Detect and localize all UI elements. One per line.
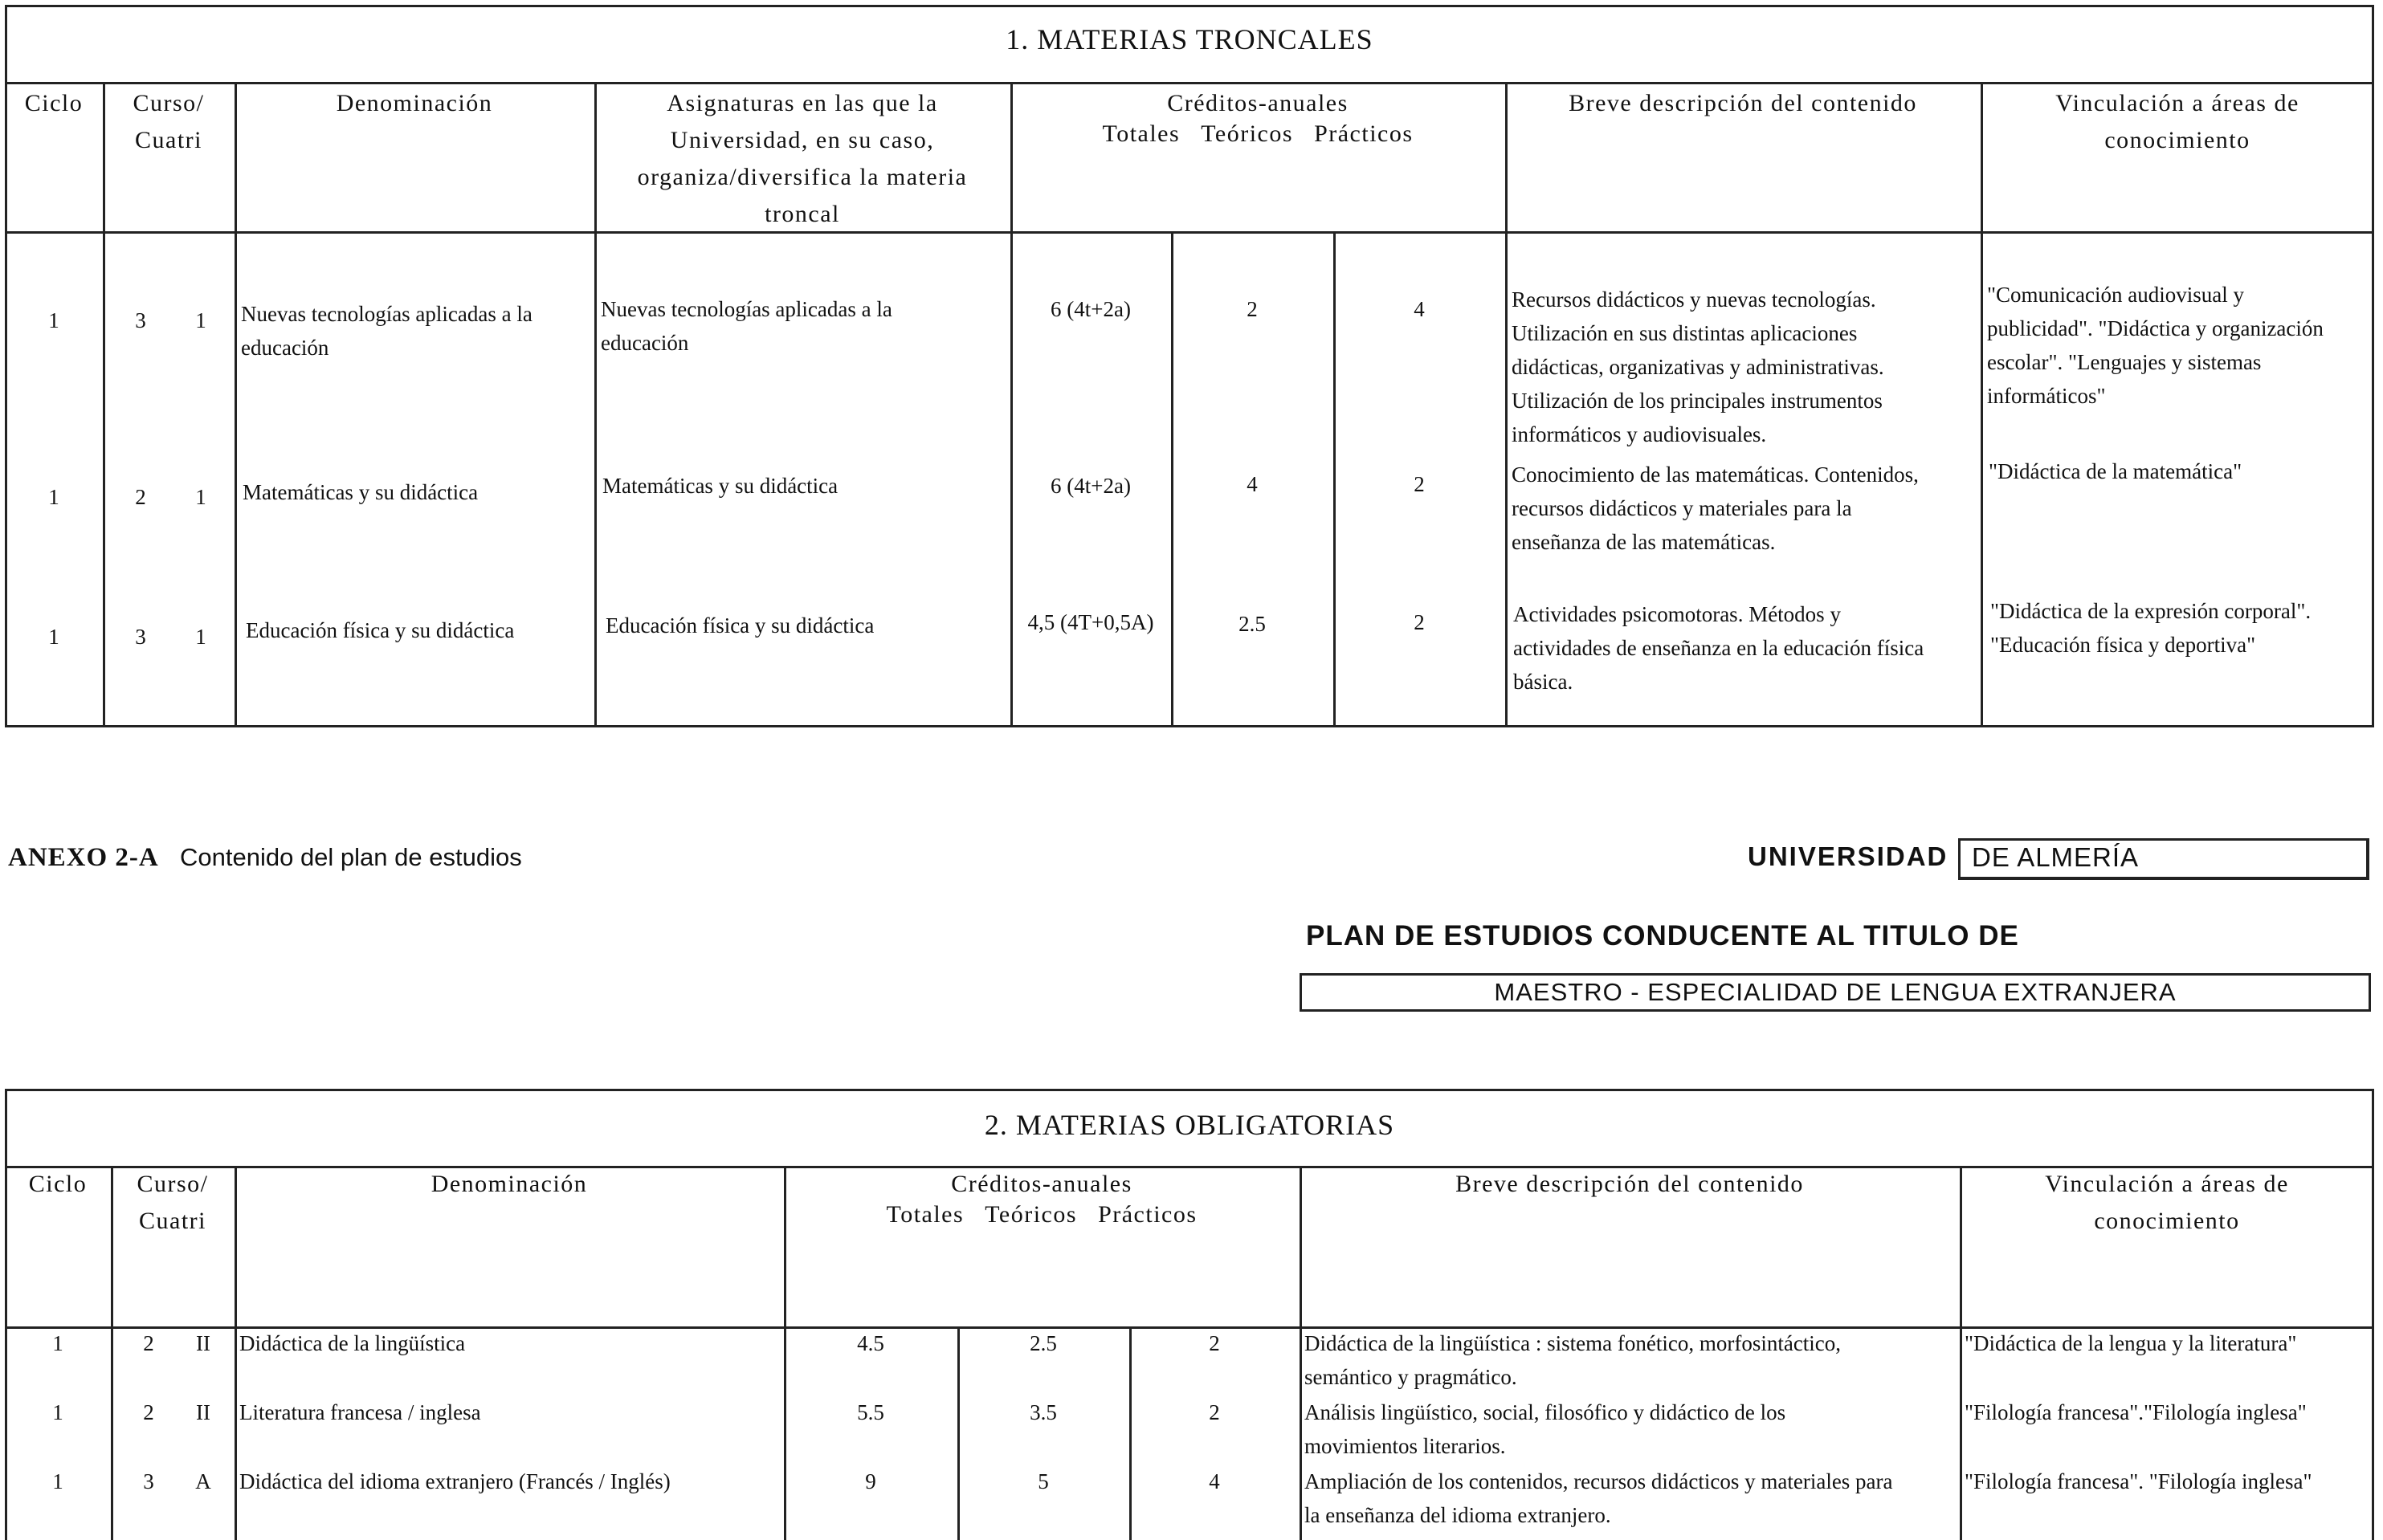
cell-line: Nuevas tecnologías aplicadas a la (241, 302, 533, 326)
header-creditos: Créditos-anuales (1167, 90, 1349, 116)
cell-curso: 2 (143, 1331, 154, 1355)
cell-vinculacion (1987, 278, 2373, 413)
cell-descripcion (1512, 283, 1979, 451)
cell-line: Nuevas tecnologías aplicadas a la (601, 297, 892, 321)
obligatorias-col-rule (1300, 1166, 1302, 1540)
cell-line: "Educación física y deportiva" (1990, 633, 2256, 657)
header-creditos-sub (784, 1201, 1300, 1228)
troncales-title-rule (5, 82, 2374, 84)
cell-cuatri: II (196, 1331, 210, 1355)
header-curso-line: Curso/ (137, 1171, 209, 1197)
universidad-label: UNIVERSIDAD (1748, 841, 1948, 871)
cell-line: semántico y pragmático. (1304, 1365, 1517, 1389)
header-ciclo: Ciclo (28, 1171, 88, 1197)
cell-line: publicidad". "Didáctica y organización (1987, 316, 2324, 340)
header-vinculacion-line: conocimiento (2104, 127, 2250, 153)
cell-line: "Comunicación audiovisual y (1987, 283, 2244, 307)
cell-denominacion (241, 297, 591, 365)
cell-practicos: 2 (1209, 1400, 1220, 1424)
cell-line: informáticos" (1987, 384, 2106, 408)
annex-heading (8, 843, 522, 873)
cell-practicos: 2 (1414, 610, 1425, 634)
cell-line: Ampliación de los contenidos, recursos didácticos y materiales para (1304, 1469, 1893, 1493)
cell-cuatri: 1 (195, 308, 206, 332)
cell-curso: 3 (135, 308, 146, 332)
header-denominacion: Denominación (430, 1171, 588, 1197)
cell-totales: 6 (4t+2a) (1051, 474, 1131, 498)
cell-curso: 2 (143, 1400, 154, 1424)
cell-ciclo: 1 (52, 1400, 63, 1424)
cell-denominacion: Matemáticas y su didáctica (243, 480, 479, 504)
cell-vinculacion (1990, 594, 2374, 662)
header-asignaturas-line: Asignaturas en las que la (667, 90, 938, 116)
cell-curso: 3 (135, 625, 146, 649)
header-descripcion: Breve descripción del contenido (1569, 90, 1917, 116)
cell-asignaturas: Matemáticas y su didáctica (602, 474, 839, 498)
cell-line: educación (241, 336, 329, 360)
cell-totales: 9 (865, 1469, 876, 1493)
cell-line: Conocimiento de las matemáticas. Contenidos, (1512, 462, 1919, 487)
cell-line: escolar". "Lenguajes y sistemas (1987, 350, 2262, 374)
header-teoricos: Teóricos (985, 1201, 1078, 1228)
cell-practicos: 2 (1414, 472, 1425, 496)
cell-asignaturas: Educación física y su didáctica (606, 613, 875, 638)
header-curso (103, 85, 235, 159)
cell-line: la enseñanza del idioma extranjero. (1304, 1503, 1611, 1527)
cell-denominacion: Didáctica de la lingüística (239, 1331, 466, 1355)
header-vinculacion (1960, 1166, 2374, 1240)
cell-line: básica. (1513, 670, 1573, 694)
cell-descripcion (1304, 1465, 1958, 1532)
header-practicos: Prácticos (1098, 1201, 1198, 1228)
cell-curso: 2 (135, 485, 146, 509)
cell-denominacion: Educación física y su didáctica (246, 618, 515, 642)
cell-line: movimientos literarios. (1304, 1434, 1506, 1458)
cell-teoricos: 5 (1038, 1469, 1049, 1493)
cell-ciclo: 1 (52, 1469, 63, 1493)
cell-ciclo: 1 (52, 1331, 63, 1355)
header-asignaturas (594, 85, 1010, 233)
cell-descripcion (1304, 1395, 1958, 1463)
cell-curso: 3 (143, 1469, 154, 1493)
troncales-col-rule (103, 82, 105, 727)
cell-vinculacion: "Didáctica de la lengua y la literatura" (1965, 1331, 2297, 1355)
cell-vinculacion: "Didáctica de la matemática" (1989, 459, 2242, 483)
cell-denominacion: Literatura francesa / inglesa (239, 1400, 481, 1424)
cell-vinculacion: "Filología francesa". "Filología inglesa" (1965, 1469, 2312, 1493)
cell-cuatri: 1 (195, 485, 206, 509)
cell-line: Didáctica de la lingüística : sistema fonético, morfosintáctico, (1304, 1331, 1842, 1355)
cell-denominacion: Didáctica del idioma extranjero (Francés / Inglés) (239, 1469, 671, 1493)
header-totales: Totales (886, 1201, 965, 1228)
header-asignaturas-line: Universidad, en su caso, (670, 127, 935, 153)
header-asignaturas-line: troncal (765, 201, 840, 227)
cell-vinculacion: "Filología francesa"."Filología inglesa" (1965, 1400, 2307, 1424)
header-vinculacion-line: Vinculación a áreas de (2045, 1171, 2289, 1197)
cell-ciclo: 1 (48, 485, 59, 509)
cell-teoricos: 2 (1247, 297, 1258, 321)
header-curso-line: Curso/ (133, 90, 205, 116)
cell-teoricos: 4 (1247, 472, 1258, 496)
cell-totales: 5.5 (857, 1400, 884, 1424)
cell-line: "Didáctica de la expresión corporal". (1990, 599, 2312, 623)
header-teoricos: Teóricos (1201, 120, 1294, 147)
cell-totales: 6 (4t+2a) (1051, 297, 1131, 321)
header-descripcion: Breve descripción del contenido (1455, 1171, 1804, 1197)
cell-descripcion (1304, 1326, 1958, 1394)
header-curso-line: Cuatri (135, 127, 202, 153)
obligatorias-title: 2. MATERIAS OBLIGATORIAS (984, 1109, 1395, 1141)
plan-label: PLAN DE ESTUDIOS CONDUCENTE AL TITULO DE (1306, 920, 2019, 951)
cell-teoricos: 2.5 (1238, 612, 1266, 636)
header-asignaturas-line: organiza/diversifica la materia (637, 164, 968, 190)
cell-line: Recursos didácticos y nuevas tecnologías. (1512, 287, 1876, 312)
cell-ciclo: 1 (48, 625, 59, 649)
header-vinculacion-line: Vinculación a áreas de (2055, 90, 2299, 116)
annex-label: ANEXO 2-A (8, 843, 159, 872)
cell-totales: 4,5 (4T+0,5A) (1027, 610, 1154, 634)
header-creditos: Créditos-anuales (951, 1171, 1132, 1197)
obligatorias-col-rule (235, 1166, 237, 1540)
header-ciclo: Ciclo (24, 90, 84, 116)
cell-line: actividades de enseñanza en la educación física (1513, 636, 1924, 660)
cell-ciclo: 1 (48, 308, 59, 332)
cell-practicos: 4 (1209, 1469, 1220, 1493)
header-curso-line: Cuatri (139, 1208, 206, 1234)
cell-cuatri: 1 (195, 625, 206, 649)
cell-totales: 4.5 (857, 1331, 884, 1355)
troncales-col-rule (235, 82, 237, 727)
cell-practicos: 2 (1209, 1331, 1220, 1355)
cell-line: informáticos y audiovisuales. (1512, 422, 1767, 446)
header-vinculacion-line: conocimiento (2094, 1208, 2240, 1234)
universidad-value: DE ALMERÍA (1958, 838, 2369, 880)
cell-line: Utilización en sus distintas aplicaciones (1512, 321, 1858, 345)
troncales-title: 1. MATERIAS TRONCALES (1006, 23, 1373, 55)
cell-descripcion (1512, 458, 1979, 559)
cell-line: Actividades psicomotoras. Métodos y (1513, 602, 1841, 626)
cell-cuatri: A (195, 1469, 211, 1493)
header-creditos-sub (1010, 120, 1505, 148)
troncales-header-rule (5, 231, 2374, 234)
cell-line: enseñanza de las matemáticas. (1512, 530, 1776, 554)
cell-asignaturas (601, 292, 1006, 360)
titulo-value: MAESTRO - ESPECIALIDAD DE LENGUA EXTRANJERA (1300, 973, 2371, 1012)
header-totales: Totales (1102, 120, 1181, 147)
annex-subtitle: Contenido del plan de estudios (180, 843, 522, 871)
cell-descripcion (1513, 597, 1981, 699)
header-practicos: Prácticos (1314, 120, 1414, 147)
cell-line: recursos didácticos y materiales para la (1512, 496, 1852, 520)
cell-line: Utilización de los principales instrumentos (1512, 389, 1883, 413)
cell-practicos: 4 (1414, 297, 1425, 321)
header-vinculacion (1981, 85, 2374, 159)
cell-line: educación (601, 331, 689, 355)
header-denominacion: Denominación (336, 90, 493, 116)
cell-line: Análisis lingüístico, social, filosófico y didáctico de los (1304, 1400, 1786, 1424)
cell-teoricos: 2.5 (1030, 1331, 1057, 1355)
troncales-col-rule (1505, 82, 1508, 727)
troncales-col-rule (1981, 82, 1983, 727)
cell-cuatri: II (196, 1400, 210, 1424)
cell-teoricos: 3.5 (1030, 1400, 1057, 1424)
header-curso (111, 1166, 235, 1240)
cell-line: didácticas, organizativas y administrativas. (1512, 355, 1884, 379)
